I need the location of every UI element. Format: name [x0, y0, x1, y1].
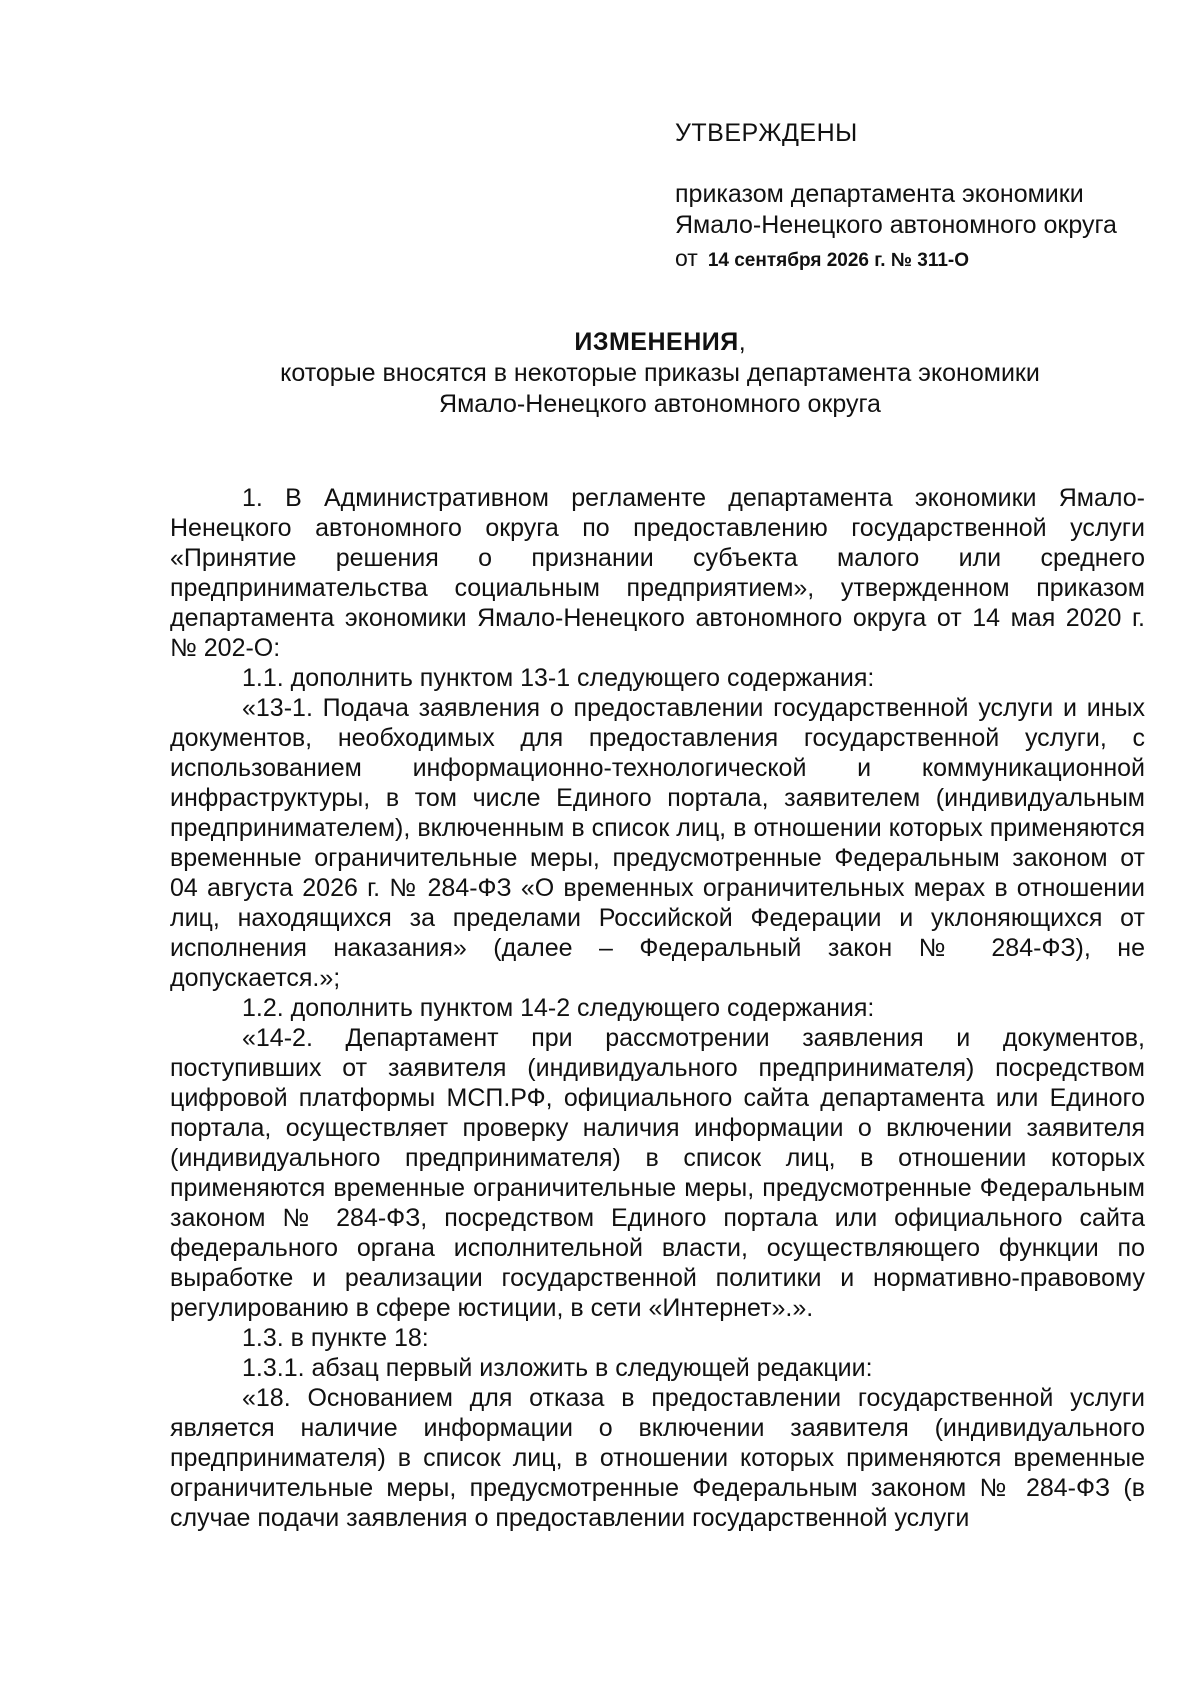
paragraph: 1. В Административном регламенте департамента экономики Ямало-Ненецкого автономного округа по предоставлению государственной услуги «Принятие решения о признании субъекта малого или среднего предпринимательства социальным предприятием», утвержденном приказом департамента экономики Ямало-Ненецкого автономного округа от 14 мая 2020 г. № 202-О:: [170, 484, 1145, 662]
approval-title: УТВЕРЖДЕНЫ: [675, 119, 858, 147]
heading-subtitle-1: которые вносятся в некоторые приказы департамента экономики: [280, 359, 1040, 387]
document-heading: [170, 327, 1150, 420]
paragraph: 1.2. дополнить пунктом 14-2 следующего содержания:: [242, 994, 875, 1022]
approval-date-line: [675, 243, 1155, 276]
document-body: [170, 483, 1145, 1533]
paragraph: «14-2. Департамент при рассмотрении заявления и документов, поступивших от заявителя (индивидуального предпринимателя) посредством цифровой платформы МСП.РФ, официального сайта департамента или Единого портала, осуществляет проверку наличия информации о включении заявителя (индивидуального предпринимателя) в список лиц, в отношении которых применяются временные ограничительные меры, предусмотренные Федеральным законом № 284-ФЗ, посредством Единого портала или официального сайта федерального органа исполнительной власти, осуществляющего функции по выработке и реализации государственной политики и нормативно-правовому регулированию в сфере юстиции, в сети «Интернет».».: [170, 1024, 1145, 1322]
paragraph: 1.3.1. абзац первый изложить в следующей редакции:: [242, 1354, 873, 1382]
paragraph: «18. Основанием для отказа в предоставлении государственной услуги является наличие информации о включении заявителя (индивидуального предпринимателя) в список лиц, в отношении которых применяются временные ограничительные меры, предусмотренные Федеральным законом № 284-ФЗ (в случае подачи заявления о предоставлении государственной услуги: [170, 1384, 1145, 1532]
approval-line-2: Ямало-Ненецкого автономного округа: [675, 211, 1117, 239]
heading-title-suffix: ,: [738, 328, 746, 356]
heading-title-line: [170, 327, 1150, 358]
heading-title: ИЗМЕНЕНИЯ: [574, 328, 739, 356]
heading-subtitle-2: Ямало-Ненецкого автономного округа: [439, 390, 881, 418]
approval-date-value: 14 сентября 2026 г. № 311-О: [707, 250, 970, 271]
paragraph: 1.3. в пункте 18:: [242, 1324, 429, 1352]
approval-line-1: приказом департамента экономики: [675, 180, 1084, 208]
paragraph: «13-1. Подача заявления о предоставлении государственной услуги и иных документов, необходимых для предоставления государственной услуги, с использованием информационно-технологической и коммуникационной инфраструктуры, в том числе Единого портала, заявителем (индивидуальным предпринимателем), включенным в список лиц, в отношении которых применяются временные ограничительные меры, предусмотренные Федеральным законом от 04 августа 2026 г. № 284-ФЗ «О временных ограничительных мерах в отношении лиц, находящихся за пределами Российской Федерации и уклоняющихся от исполнения наказания» (далее – Федеральный закон № 284-ФЗ), не допускается.»;: [170, 694, 1145, 992]
paragraph: 1.1. дополнить пунктом 13-1 следующего содержания:: [242, 664, 875, 692]
approval-date-prefix: от: [675, 245, 698, 271]
approval-block: [675, 118, 1155, 276]
